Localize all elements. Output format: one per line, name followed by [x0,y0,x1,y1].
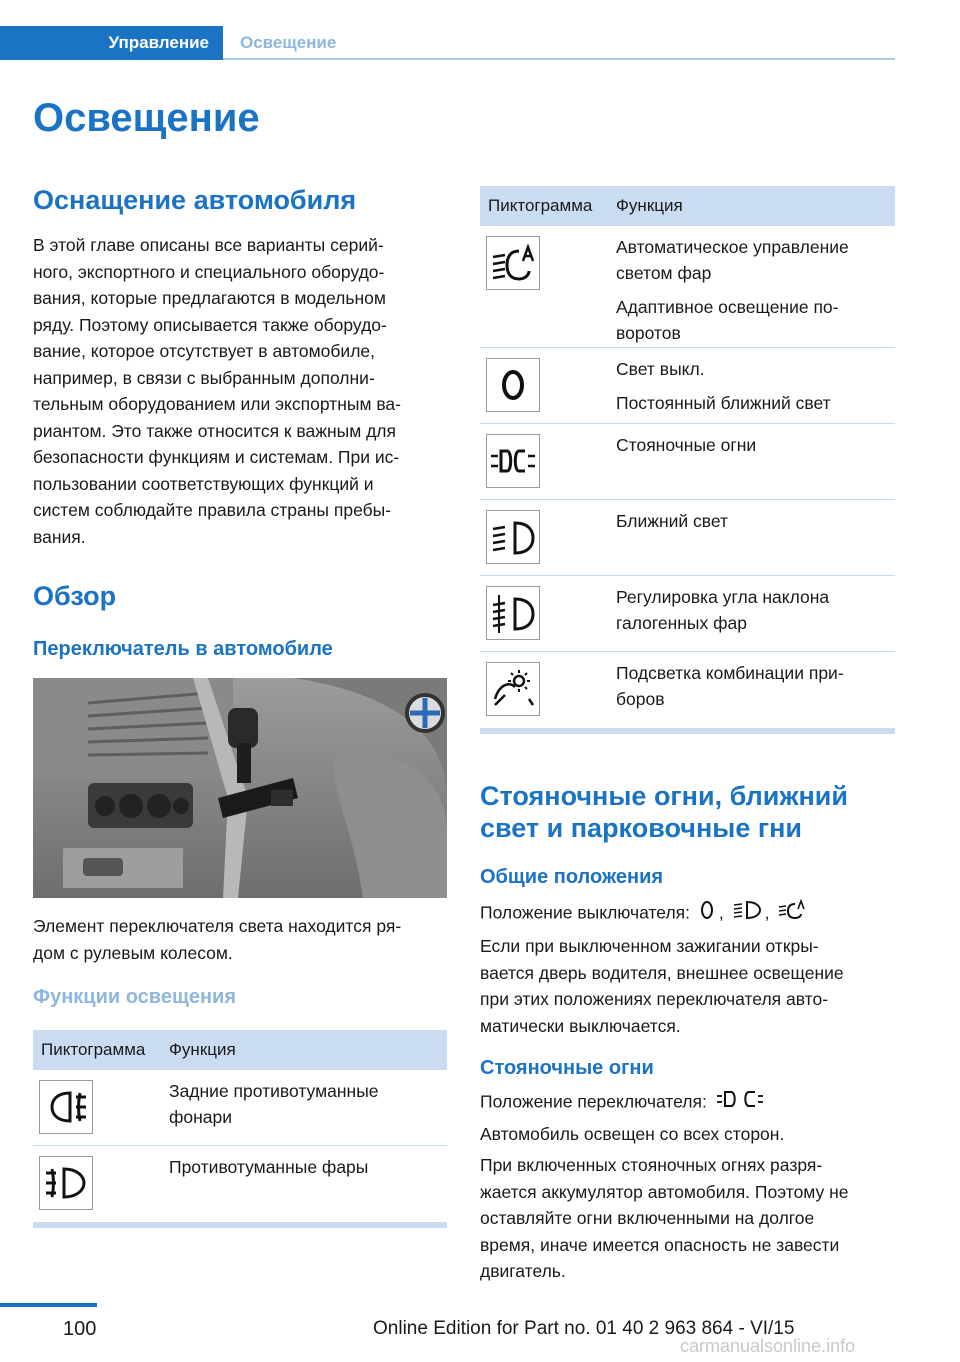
front-fog-light-icon [39,1156,93,1210]
switch-subheading: Переключатель в автомобиле [33,638,333,660]
switch-positions-line: Положение выключателя: , , [480,899,900,929]
table-row [33,1070,447,1146]
automatic-headlight-icon [486,236,540,290]
table-row [480,424,895,500]
lights-off-zero-icon [699,899,715,929]
col-function-header: Функция [616,196,683,215]
parking-subheading: Стояночные огни [480,1057,654,1079]
headlight-range-control-icon [486,586,540,640]
equipment-heading: Оснащение автомобиля [33,185,357,215]
rear-fog-light-icon [39,1080,93,1134]
table-row [480,652,895,728]
table-bottom-bar [480,728,895,734]
parking-line-1: Автомобиль освещен со всех сторон. [480,1124,785,1144]
watermark: carmanualsonline.info [680,1336,856,1356]
low-beam-icon [733,899,761,929]
parking-lights-icon [486,434,540,488]
parking-lights-heading: Стояночные огни, ближний свет и парковочные гни [480,781,848,844]
parking-switch-line: Положение переключателя: [480,1088,900,1118]
functions-heading: Функции освещения [33,986,236,1008]
lighting-functions-table-right [480,186,895,734]
table-bottom-bar [33,1222,447,1228]
function-text: Стояночные огни [616,435,757,455]
tab-control[interactable]: Управление [0,26,223,60]
function-text: Подсветка комбинации при- боров [616,663,844,709]
header-tabbar [0,26,895,62]
table-header [33,1030,447,1070]
tab-underline [223,58,895,60]
automatic-headlight-icon [778,899,806,929]
function-text: Регулировка угла наклона галогенных фар [616,587,830,633]
low-beam-icon [486,510,540,564]
light-switch-photo [33,678,447,898]
table-row [33,1146,447,1222]
table-header [480,186,895,226]
lights-off-zero-icon [486,358,540,412]
col-function-header: Функция [169,1040,236,1059]
equipment-paragraph: В этой главе описаны все варианты серий- ного, экспортного и специального оборудо- вания, которые предлагаются в модельном ряду. Поэтому описывается также оборудо- вание, которое отсутствует в автомобиле, например, в связи с выбранным дополни- тельным оборудованием или экспортным ва- риантом. Это также относится к важным для безопасности функциям и системам. При ис- пользовании соответствующих функций и систем соблюдайте правила страны пребы- вания. [33,235,401,547]
page-number: 100 [63,1318,97,1340]
table-row [480,500,895,576]
function-text: Ближний свет [616,511,729,531]
table-row [480,226,895,348]
function-text: Автоматическое управление светом фар Адаптивное освещение по- воротов [616,237,849,343]
switch-caption: Элемент переключателя света находится ря- дом с рулевым колесом. [33,916,402,963]
instrument-lighting-icon [486,662,540,716]
parking-lights-icon [716,1088,764,1118]
table-row [480,576,895,652]
lighting-functions-table-left [33,1030,447,1228]
footer-accent-line [0,1303,97,1307]
edition-label: Online Edition for Part no. 01 40 2 963 864 - VI/15 [373,1318,795,1339]
tab-lighting[interactable]: Освещение [240,33,337,52]
table-row [480,348,895,424]
parking-paragraph: При включенных стояночных огнях разря- жается аккумулятор автомобиля. Поэтому не оставляйте огни включенными на долгое время, иначе имеется опасность не завести двигатель. [480,1155,849,1281]
col-icon-header: Пиктограмма [488,196,593,215]
overview-heading: Обзор [33,581,117,611]
function-text: Противотуманные фары [169,1157,369,1177]
page-title: Освещение [33,96,260,140]
col-icon-header: Пиктограмма [41,1040,146,1059]
function-text: Свет выкл. Постоянный ближний свет [616,359,831,413]
function-text: Задние противотуманные фонари [169,1081,379,1127]
general-heading: Общие положения [480,866,664,888]
general-paragraph: Если при выключенном зажигании откры- вается дверь водителя, внешнее освещение при этих положениях переключателя авто- матически выключается. [480,936,844,1036]
